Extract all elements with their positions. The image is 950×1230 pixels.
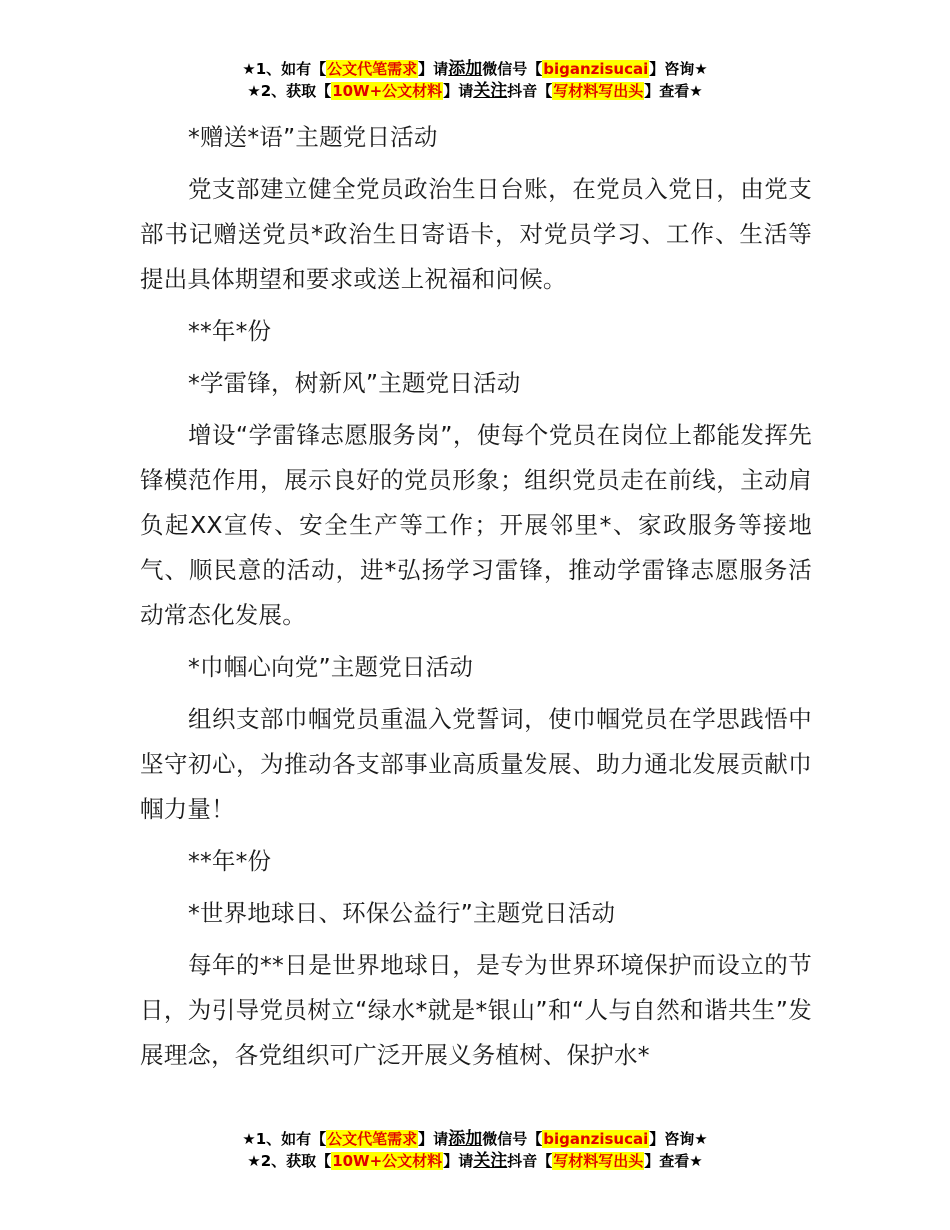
section-heading: *学雷锋，树新风”主题党日活动 [188,369,521,397]
highlight-wechat-id: biganzisucai [543,1130,649,1148]
section-heading: *巾帼心向党”主题党日活动 [188,653,474,681]
highlight-service: 公文代笔需求 [327,1130,418,1148]
body-paragraph: 组织支部巾帼党员重温入党誓词，使巾帼党员在学思践悟中坚守初心，为推动各支部事业高质量发展、助力通北发展贡献巾帼力量！ [140,705,812,823]
body-paragraph: 增设“学雷锋志愿服务岗”，使每个党员在岗位上都能发挥先锋模范作用，展示良好的党员形象；组织党员走在前线，主动肩负起XX宣传、安全生产等工作；开展邻里*、家政服务等接地气、顺民意的活动，进*弘扬学习雷锋，推动学雷锋志愿服务活动常态化发展。 [140,421,812,629]
highlight-wechat-id: biganzisucai [543,60,649,78]
document-body [140,115,812,1085]
banner-line-1: ★1、如有【公文代笔需求】请添加微信号【biganzisucai】咨询★ [242,1129,708,1149]
highlight-materials: 10W+公文材料 [332,82,443,100]
highlight-materials: 10W+公文材料 [332,1152,443,1170]
month-label: **年*份 [188,317,272,345]
highlight-service: 公文代笔需求 [327,60,418,78]
month-label: **年*份 [188,847,272,875]
footer-banner [0,1128,950,1172]
banner-line-2: ★2、获取【10W+公文材料】请关注抖音【写材料写出头】查看★ [247,1151,703,1171]
banner-line-2: ★2、获取【10W+公文材料】请关注抖音【写材料写出头】查看★ [247,81,703,101]
highlight-douyin-id: 写材料写出头 [553,82,644,100]
body-paragraph: 每年的**日是世界地球日，是专为世界环境保护而设立的节日，为引导党员树立“绿水*就是*银山”和“人与自然和谐共生”发展理念，各党组织可广泛开展义务植树、保护水* [140,951,812,1069]
section-heading: *世界地球日、环保公益行”主题党日活动 [188,899,616,927]
banner-line-1: ★1、如有【公文代笔需求】请添加微信号【biganzisucai】咨询★ [242,59,708,79]
body-paragraph: 党支部建立健全党员政治生日台账，在党员入党日，由党支部书记赠送党员*政治生日寄语卡，对党员学习、工作、生活等提出具体期望和要求或送上祝福和问候。 [140,175,812,293]
highlight-douyin-id: 写材料写出头 [553,1152,644,1170]
header-banner [0,58,950,102]
section-heading: *赠送*语”主题党日活动 [188,123,438,151]
